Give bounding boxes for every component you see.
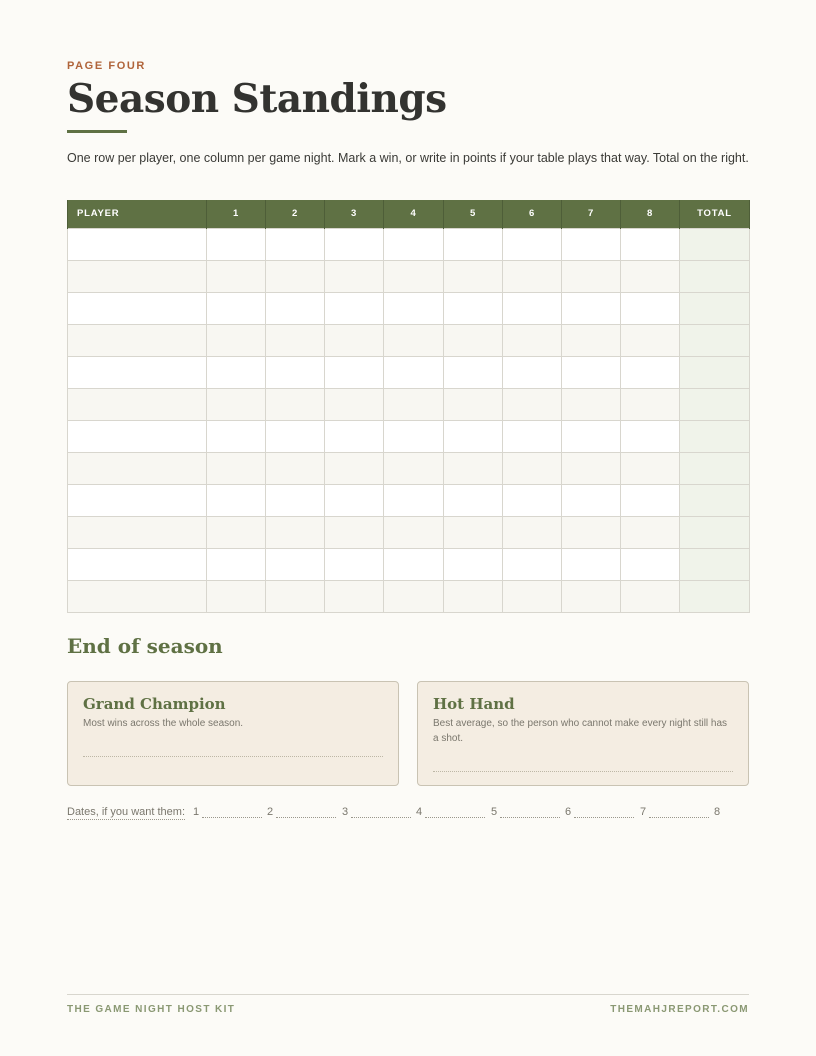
table-row <box>68 356 750 388</box>
score-cell[interactable] <box>444 548 503 580</box>
score-cell[interactable] <box>325 388 384 420</box>
score-cell[interactable] <box>266 260 325 292</box>
score-cell[interactable] <box>444 516 503 548</box>
standings-body <box>68 228 750 612</box>
total-cell[interactable] <box>680 420 750 452</box>
score-cell[interactable] <box>266 324 325 356</box>
score-cell[interactable] <box>384 452 444 484</box>
footer-kit-name: THE GAME NIGHT HOST KIT <box>67 1004 236 1015</box>
score-cell[interactable] <box>384 292 444 324</box>
score-cell[interactable] <box>562 228 621 260</box>
score-cell[interactable] <box>207 516 266 548</box>
score-cell[interactable] <box>444 484 503 516</box>
score-cell[interactable] <box>325 324 384 356</box>
score-cell[interactable] <box>562 292 621 324</box>
intro-text: One row per player, one column per game night. Mark a win, or write in points if your table plays that way. Total on the right. <box>67 151 749 165</box>
score-cell[interactable] <box>503 548 562 580</box>
score-cell[interactable] <box>444 228 503 260</box>
score-cell[interactable] <box>266 356 325 388</box>
score-cell[interactable] <box>266 388 325 420</box>
score-cell[interactable] <box>207 292 266 324</box>
total-cell[interactable] <box>680 580 750 612</box>
score-cell[interactable] <box>325 484 384 516</box>
score-cell[interactable] <box>384 548 444 580</box>
date-number-4: 4 <box>416 806 423 818</box>
score-cell[interactable] <box>444 388 503 420</box>
table-row <box>68 292 750 324</box>
score-cell[interactable] <box>444 292 503 324</box>
score-cell[interactable] <box>621 388 680 420</box>
score-cell[interactable] <box>266 516 325 548</box>
table-row <box>68 388 750 420</box>
score-cell[interactable] <box>266 228 325 260</box>
write-in-line[interactable] <box>433 771 733 772</box>
score-cell[interactable] <box>207 548 266 580</box>
standings-table <box>67 200 750 613</box>
score-cell[interactable] <box>266 452 325 484</box>
date-line-4[interactable] <box>425 817 485 818</box>
total-cell[interactable] <box>680 516 750 548</box>
player-cell[interactable] <box>68 420 207 452</box>
date-number-6: 6 <box>565 806 572 818</box>
score-cell[interactable] <box>503 292 562 324</box>
score-cell[interactable] <box>562 324 621 356</box>
score-cell[interactable] <box>384 356 444 388</box>
score-cell[interactable] <box>503 420 562 452</box>
dates-row <box>67 806 757 824</box>
column-header-night-8: 8 <box>621 200 680 228</box>
table-row <box>68 516 750 548</box>
total-cell[interactable] <box>680 484 750 516</box>
score-cell[interactable] <box>325 228 384 260</box>
player-cell[interactable] <box>68 388 207 420</box>
score-cell[interactable] <box>444 356 503 388</box>
total-cell[interactable] <box>680 388 750 420</box>
score-cell[interactable] <box>621 356 680 388</box>
footer-website[interactable]: THEMAHJREPORT.COM <box>610 1004 749 1015</box>
score-cell[interactable] <box>266 548 325 580</box>
score-cell[interactable] <box>621 260 680 292</box>
score-cell[interactable] <box>562 516 621 548</box>
card-description: Most wins across the whole season. <box>83 718 244 729</box>
player-cell[interactable] <box>68 548 207 580</box>
total-cell[interactable] <box>680 452 750 484</box>
hot-hand-card <box>417 681 749 786</box>
table-row <box>68 420 750 452</box>
column-header-night-6: 6 <box>503 200 562 228</box>
score-cell[interactable] <box>207 324 266 356</box>
total-cell[interactable] <box>680 260 750 292</box>
page-title: Season Standings <box>67 76 447 122</box>
player-cell[interactable] <box>68 580 207 612</box>
total-cell[interactable] <box>680 548 750 580</box>
end-of-season-title: End of season <box>67 634 223 658</box>
score-cell[interactable] <box>562 356 621 388</box>
title-underline <box>67 130 127 133</box>
score-cell[interactable] <box>384 228 444 260</box>
total-cell[interactable] <box>680 228 750 260</box>
score-cell[interactable] <box>444 420 503 452</box>
date-line-6[interactable] <box>574 817 634 818</box>
column-header-player: PLAYER <box>68 200 207 228</box>
player-cell[interactable] <box>68 228 207 260</box>
column-header-total: TOTAL <box>680 200 750 228</box>
score-cell[interactable] <box>503 356 562 388</box>
score-cell[interactable] <box>503 228 562 260</box>
score-cell[interactable] <box>562 548 621 580</box>
score-cell[interactable] <box>503 516 562 548</box>
score-cell[interactable] <box>325 580 384 612</box>
score-cell[interactable] <box>444 324 503 356</box>
date-number-3: 3 <box>342 806 349 818</box>
score-cell[interactable] <box>562 452 621 484</box>
table-row <box>68 228 750 260</box>
score-cell[interactable] <box>325 292 384 324</box>
score-cell[interactable] <box>621 580 680 612</box>
date-line-1[interactable] <box>202 817 262 818</box>
score-cell[interactable] <box>444 580 503 612</box>
table-row <box>68 452 750 484</box>
score-cell[interactable] <box>503 388 562 420</box>
total-cell[interactable] <box>680 324 750 356</box>
score-cell[interactable] <box>325 356 384 388</box>
date-line-5[interactable] <box>500 817 560 818</box>
table-row <box>68 548 750 580</box>
table-header-row <box>68 200 750 228</box>
date-number-1: 1 <box>193 806 200 818</box>
score-cell[interactable] <box>384 516 444 548</box>
score-cell[interactable] <box>207 484 266 516</box>
score-cell[interactable] <box>562 484 621 516</box>
score-cell[interactable] <box>207 420 266 452</box>
date-line-3[interactable] <box>351 817 411 818</box>
table-row <box>68 260 750 292</box>
player-cell[interactable] <box>68 260 207 292</box>
player-cell[interactable] <box>68 452 207 484</box>
score-cell[interactable] <box>621 292 680 324</box>
score-cell[interactable] <box>503 484 562 516</box>
score-cell[interactable] <box>562 420 621 452</box>
score-cell[interactable] <box>266 420 325 452</box>
score-cell[interactable] <box>444 452 503 484</box>
score-cell[interactable] <box>325 452 384 484</box>
score-cell[interactable] <box>384 484 444 516</box>
table-row <box>68 484 750 516</box>
column-header-night-1: 1 <box>207 200 266 228</box>
score-cell[interactable] <box>503 324 562 356</box>
score-cell[interactable] <box>325 548 384 580</box>
column-header-night-2: 2 <box>266 200 325 228</box>
column-header-night-3: 3 <box>325 200 384 228</box>
score-cell[interactable] <box>325 260 384 292</box>
score-cell[interactable] <box>562 260 621 292</box>
score-cell[interactable] <box>621 484 680 516</box>
score-cell[interactable] <box>384 580 444 612</box>
grand-champion-card <box>67 681 399 786</box>
column-header-night-7: 7 <box>562 200 621 228</box>
player-cell[interactable] <box>68 516 207 548</box>
score-cell[interactable] <box>207 260 266 292</box>
score-cell[interactable] <box>562 388 621 420</box>
score-cell[interactable] <box>384 420 444 452</box>
score-cell[interactable] <box>384 324 444 356</box>
date-number-5: 5 <box>491 806 498 818</box>
total-cell[interactable] <box>680 356 750 388</box>
player-cell[interactable] <box>68 324 207 356</box>
write-in-line[interactable] <box>83 756 383 757</box>
total-cell[interactable] <box>680 292 750 324</box>
score-cell[interactable] <box>207 452 266 484</box>
score-cell[interactable] <box>325 516 384 548</box>
score-cell[interactable] <box>621 516 680 548</box>
score-cell[interactable] <box>384 260 444 292</box>
score-cell[interactable] <box>621 420 680 452</box>
player-cell[interactable] <box>68 356 207 388</box>
score-cell[interactable] <box>266 484 325 516</box>
score-cell[interactable] <box>621 452 680 484</box>
score-cell[interactable] <box>207 356 266 388</box>
score-cell[interactable] <box>621 228 680 260</box>
score-cell[interactable] <box>621 324 680 356</box>
score-cell[interactable] <box>384 388 444 420</box>
score-cell[interactable] <box>266 292 325 324</box>
page-eyebrow: PAGE FOUR <box>67 60 146 72</box>
score-cell[interactable] <box>207 388 266 420</box>
card-title: Hot Hand <box>433 695 515 713</box>
date-line-2[interactable] <box>276 817 336 818</box>
score-cell[interactable] <box>503 260 562 292</box>
date-number-8: 8 <box>714 806 721 818</box>
column-header-night-5: 5 <box>444 200 503 228</box>
date-line-7[interactable] <box>649 817 709 818</box>
score-cell[interactable] <box>207 228 266 260</box>
score-cell[interactable] <box>207 580 266 612</box>
score-cell[interactable] <box>444 260 503 292</box>
card-description: Best average, so the person who cannot make every night still has a shot. <box>433 718 728 744</box>
date-number-2: 2 <box>267 806 274 818</box>
column-header-night-4: 4 <box>384 200 444 228</box>
dates-label: Dates, if you want them: <box>67 806 185 818</box>
card-title: Grand Champion <box>83 695 226 713</box>
footer-divider <box>67 994 749 995</box>
player-cell[interactable] <box>68 292 207 324</box>
score-cell[interactable] <box>503 452 562 484</box>
score-cell[interactable] <box>325 420 384 452</box>
score-cell[interactable] <box>503 580 562 612</box>
score-cell[interactable] <box>562 580 621 612</box>
table-row <box>68 580 750 612</box>
table-row <box>68 324 750 356</box>
player-cell[interactable] <box>68 484 207 516</box>
date-number-7: 7 <box>640 806 647 818</box>
score-cell[interactable] <box>621 548 680 580</box>
score-cell[interactable] <box>266 580 325 612</box>
